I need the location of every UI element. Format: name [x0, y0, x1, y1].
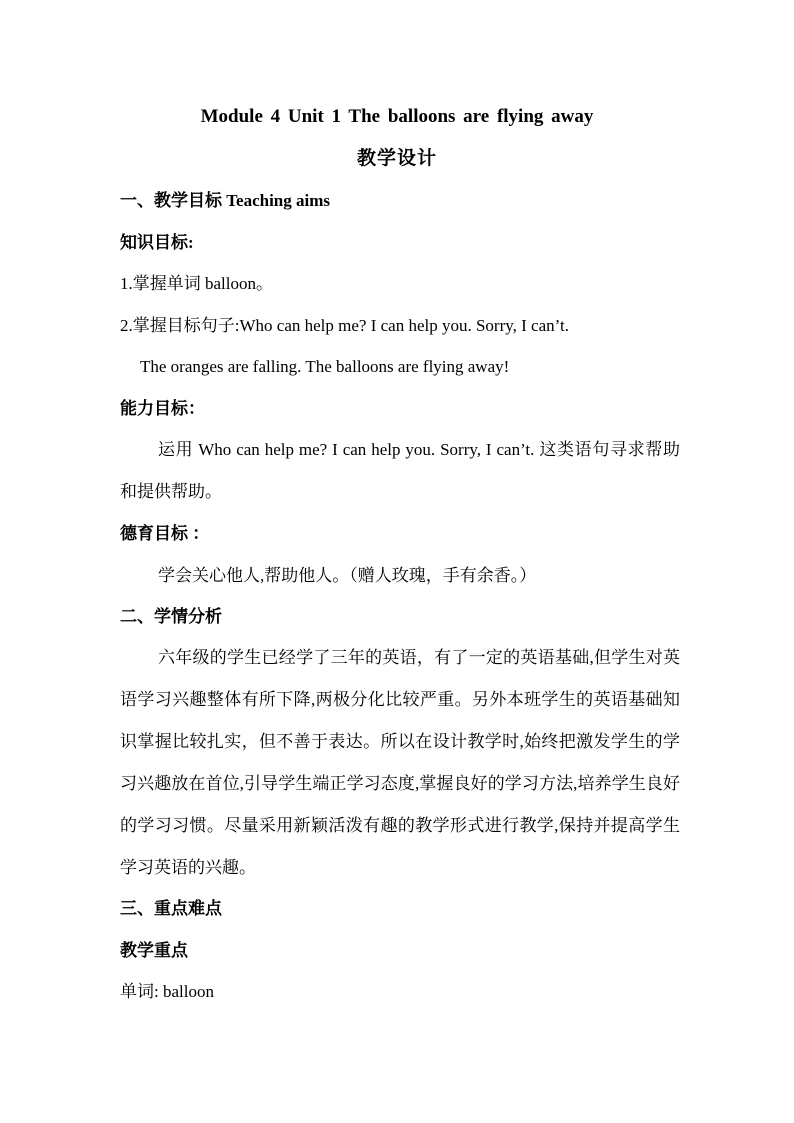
teaching-focus-word: 单词: balloon — [120, 982, 214, 1001]
moral-goal-heading: 德育目标 ： — [120, 524, 210, 543]
section-heading-learner-analysis: 二、学情分析 — [120, 607, 222, 626]
teaching-focus-heading: 教学重点 — [120, 941, 188, 960]
knowledge-goal-item-2-continued: The oranges are falling. The balloons are flying away! — [140, 357, 510, 376]
document-subtitle: 教学设计 — [356, 148, 437, 169]
learner-analysis-paragraph: 六年级的学生已经学了三年的英语，有了一定的英语基础,但学生对英语学习兴趣整体有所下降,两极分化比较严重。另外本班学生的英语基础知识掌握比较扎实，但不善于表达。所以在设计教学时,始终把激发学生的学习兴趣放在首位,引导学生端正学习态度,掌握良好的学习方法,培养学生良好的学习习惯。尽量采用新颖活泼有趣的教学形式进行教学,保持并提高学生学习英语的兴趣。 — [120, 648, 680, 877]
ability-goal-text: 运用 Who can help me? I can help you. Sorry, I can’t. 这类语句寻求帮助和提供帮助。 — [120, 440, 680, 501]
ability-goal-heading: 能力目标： — [120, 399, 205, 418]
section-heading-teaching-aims: 一、教学目标 Teaching aims — [120, 191, 331, 210]
knowledge-goal-item-1: 1.掌握单词 balloon。 — [120, 274, 273, 293]
document-title: Module 4 Unit 1 The balloons are flying away — [200, 106, 594, 127]
section-heading-key-points: 三、重点难点 — [120, 899, 222, 918]
moral-goal-text: 学会关心他人,帮助他人。（赠人玫瑰，手有余香。） — [158, 566, 537, 585]
knowledge-goal-item-2: 2.掌握目标句子:Who can help me? I can help you. Sorry, I can’t. — [120, 316, 569, 335]
knowledge-goal-heading: 知识目标: — [120, 233, 194, 252]
